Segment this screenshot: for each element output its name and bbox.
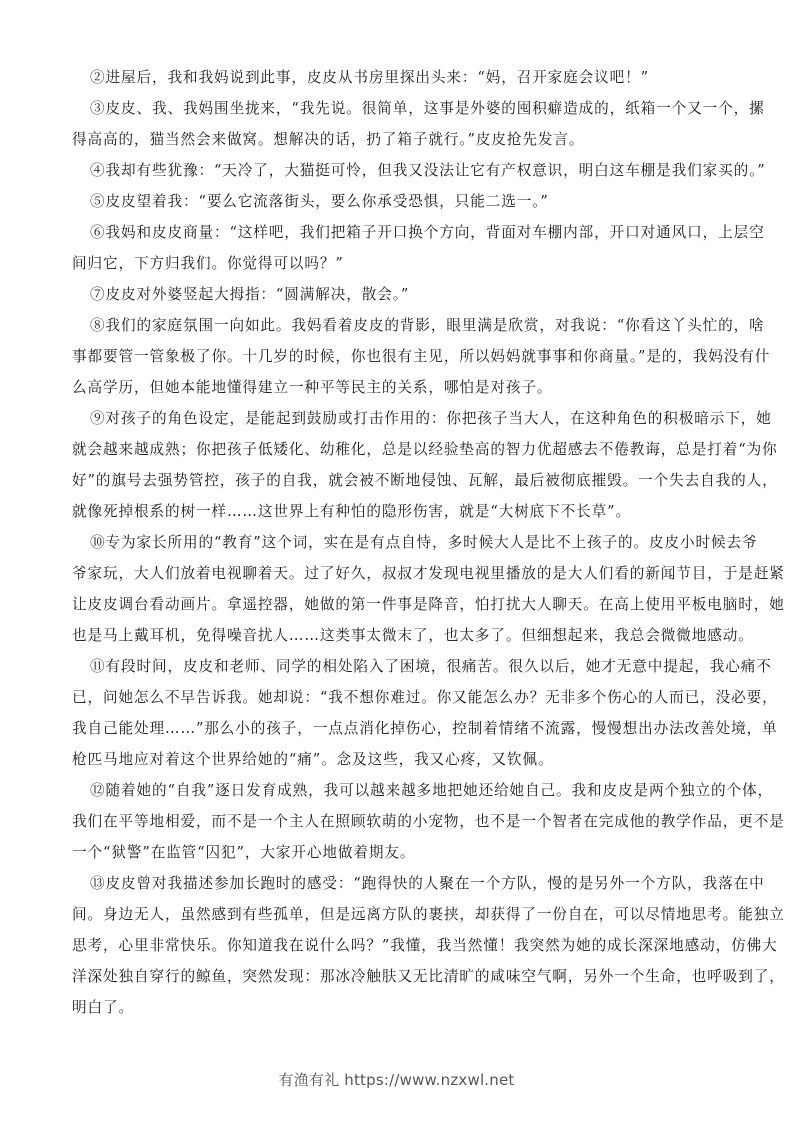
- paragraph-line: ⑦皮皮对外婆竖起大拇指：“圆满解决，散会。”: [90, 286, 410, 303]
- paragraph-line: 我们在平等地相爱，而不是一个主人在照顾软萌的小宠物，也不是一个智者在完成他的教学作品，更不是: [72, 813, 785, 830]
- paragraph-line: 洋深处独自穿行的鲸鱼，突然发现：那冰冷触肤又无比清旷的咸味空气啊，另外一个生命，也呼吸到了，: [72, 968, 785, 985]
- paragraph-line: 就会越来越成熟；你把孩子低矮化、幼稚化，总是以经验垫高的智力优超感去不倦教诲，总是打着“为你: [72, 441, 778, 458]
- paragraph-line: 一个“狱警”在监管“囚犯”，大家开心地做着期友。: [72, 844, 416, 861]
- paragraph-line: 思考，心里非常快乐。你知道我在说什么吗？”我懂，我当然懂！我突然为她的成长深深地感动，仿佛大: [72, 937, 778, 954]
- paragraph-line: 就像死掉根系的树一样……这世界上有种怕的隐形伤害，就是“大树底下不长草”。: [72, 503, 632, 520]
- paragraph-line: 间。身边无人，虽然感到有些孤单，但是远离方队的裹挟，却获得了一份自在，可以尽情地思考。能独立: [72, 906, 785, 923]
- paragraph-line: ⑫随着她的“自我”逐日发育成熟，我可以越来越多地把她还给她自己。我和皮皮是两个独立的个体，: [90, 782, 773, 799]
- paragraph-line: 间归它，下方归我们。你觉得可以吗？”: [72, 255, 344, 272]
- paragraph-line: 么高学历，但她本能地懂得建立一种平等民主的关系，哪怕是对孩子。: [72, 379, 553, 396]
- paragraph-8: [72, 310, 771, 403]
- paragraph-line: 爷家玩，大人们放着电视聊着天。过了好久，叔叔才发现电视里播放的是大人们看的新闻节目，于是赶紧: [72, 565, 785, 582]
- paragraph-line: ⑬皮皮曾对我描述参加长跑时的感受：“跑得快的人聚在一个方队，慢的是另外一个方队，我落在中: [90, 875, 765, 892]
- paragraph-3: [72, 93, 765, 155]
- paragraph-5: [72, 186, 724, 217]
- paragraph-line: ③皮皮、我、我妈围坐拢来，“我先说。很简单，这事是外婆的囤积癖造成的，纸箱一个又一个，摞: [90, 100, 765, 117]
- paragraph-line: 明白了。: [72, 999, 134, 1016]
- paragraph-line: 已，问她怎么不早告诉我。她却说：“我不想你难过。你又能怎么办？无非多个伤心的人而已，没必要，: [72, 689, 778, 706]
- paragraph-6: [72, 217, 765, 279]
- document-page: [72, 62, 785, 1023]
- paragraph-line: ⑥我妈和皮皮商量：“这样吧，我们把箱子开口换个方向，背面对车棚内部，开口对通风口，上层空: [90, 224, 765, 241]
- paragraph-line: 我自己能处理……”那么小的孩子，一点点消化掉伤心，控制着情绪不流露，慢慢想出办法改善处境，单: [72, 720, 778, 737]
- paragraph-line: 好”的旗号去强势管控，孩子的自我，就会被不断地侵蚀、瓦解，最后被彻底摧毁。一个失去自我的人，: [72, 472, 778, 489]
- paragraph-line: ④我却有些犹豫：“天冷了，大猫挺可怜，但我又没法让它有产权意识，明白这车棚是我们家买的。”: [90, 162, 766, 179]
- paragraph-line: 让皮皮调台看动画片。拿遥控器，她做的第一件事是降音，怕打扰大人聊天。在高上使用平板电脑时，她: [72, 596, 785, 613]
- paragraph-12: [72, 775, 785, 868]
- paragraph-line: 事都要管一管象极了你。十几岁的时候，你也很有主见，所以妈妈就事事和你商量。”是的，我妈没有什: [72, 348, 771, 365]
- paragraph-10: [72, 527, 785, 651]
- paragraph-line: 得高高的，猫当然会来做窝。想解决的话，扔了箱子就行。”皮皮抢先发言。: [72, 131, 585, 148]
- paragraph-line: ⑪有段时间，皮皮和老师、同学的相处陷入了困境，很痛苦。很久以后，她才无意中提起，我心痛不: [90, 658, 772, 675]
- footer-watermark: 有渔有礼 https://www.nzxwl.net: [278, 1071, 515, 1089]
- paragraph-line: ⑨对孩子的角色设定，是能起到鼓励或打击作用的：你把孩子当大人，在这种角色的积极暗示下，她: [90, 410, 772, 427]
- paragraph-line: ⑧我们的家庭氛围一向如此。我妈看着皮皮的背影，眼里满是欣赏，对我说：“你看这丫头忙的，啥: [90, 317, 765, 334]
- paragraph-line: 也是马上戴耳机，免得噪音扰人……这类事太微末了，也太多了。但细想起来，我总会微微地感动。: [72, 627, 754, 644]
- paragraph-line: ②进屋后，我和我妈说到此事，皮皮从书房里探出头来：“妈，召开家庭会议吧！”: [90, 69, 650, 86]
- paragraph-line: ⑤皮皮望着我：“要么它流落街头，要么你承受恐惧，只能二选一。”: [90, 193, 549, 210]
- paragraph-2: [72, 62, 724, 93]
- paragraph-7: [72, 279, 724, 310]
- paragraph-line: ⑩专为家长所用的“教育”这个词，实在是有点自恃，多时候大人是比不上孩子的。皮皮小时候去爷: [90, 534, 758, 551]
- paragraph-4: [72, 155, 766, 186]
- paragraph-line: 枪匹马地应对着这个世界给她的“痛”。念及这些，我又心疼，又钦佩。: [72, 751, 554, 768]
- paragraph-9: [72, 403, 778, 527]
- paragraph-11: [72, 651, 778, 775]
- paragraph-13: [72, 868, 785, 1023]
